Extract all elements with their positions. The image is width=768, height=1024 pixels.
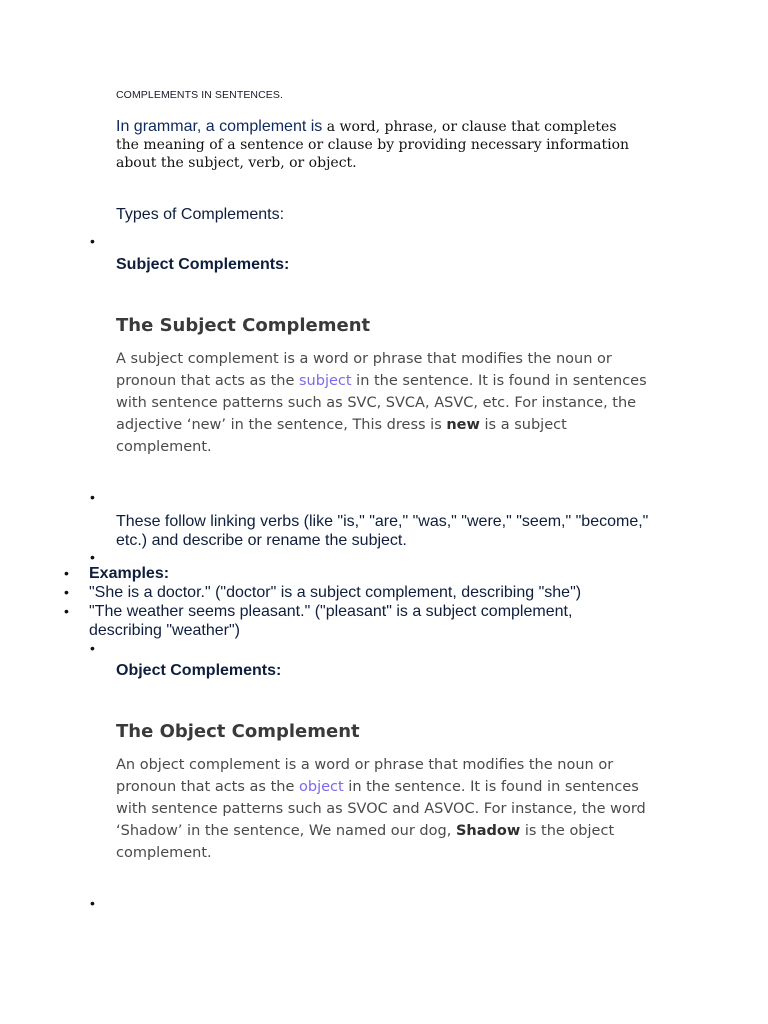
subject-section-heading: The Subject Complement	[116, 315, 371, 336]
subject-p2: in the sentence. It is found in sentences with sentence patterns such as SVC, SVCA, ASVC, etc. For instance, the adjective ‘new’ in the sentence, This dress is	[116, 373, 647, 433]
example-2: "The weather seems pleasant." ("pleasant" is a subject complement, describing "weather")	[89, 603, 573, 639]
subject-link[interactable]: subject	[299, 373, 352, 389]
subject-p3: is a subject complement.	[116, 417, 567, 455]
subject-p1: A subject complement is a word or phrase that modifies the noun or pronoun that acts as the	[116, 351, 612, 389]
object-p1: An object complement is a word or phrase that modifies the noun or pronoun that acts as the	[116, 757, 614, 795]
examples-label: Examples:	[89, 565, 170, 582]
list-bullet: •	[64, 584, 69, 600]
list-bullet: •	[64, 565, 69, 581]
object-complements-label: Object Complements:	[116, 662, 282, 679]
bullet-4: •	[90, 640, 95, 656]
object-section-heading: The Object Complement	[116, 721, 360, 742]
object-p3: is the object complement.	[116, 823, 615, 861]
object-bold-word: Shadow	[455, 823, 521, 839]
intro-paragraph	[116, 118, 636, 172]
bullet-5: •	[90, 895, 95, 911]
types-heading: Types of Complements:	[116, 206, 285, 223]
bullet-1: •	[90, 233, 95, 249]
intro-lead: In grammar, a complement is	[116, 118, 327, 135]
subject-bold-word: new	[446, 417, 480, 433]
subject-section-paragraph	[116, 348, 661, 458]
subject-complements-label: Subject Complements:	[116, 256, 290, 273]
object-p2: in the sentence. It is found in sentences with sentence patterns such as SVOC and ASVOC. For instance, the word ‘Shadow’ in the sentence, We named our dog,	[116, 779, 646, 839]
object-link[interactable]: object	[299, 779, 344, 795]
list-bullet: •	[64, 603, 69, 619]
bullet-2: •	[90, 489, 95, 505]
example-1: "She is a doctor." ("doctor" is a subject complement, describing "she")	[89, 584, 582, 601]
document-title: COMPLEMENTS IN SENTENCES.	[116, 89, 284, 101]
linking-verbs-text: These follow linking verbs (like "is," "are," "was," "were," "seem," "become," etc.) and describe or rename the subject.	[116, 513, 649, 549]
bullet-3: •	[90, 549, 95, 565]
object-section-paragraph	[116, 754, 661, 864]
intro-rest: a word, phrase, or clause that completes the meaning of a sentence or clause by providing necessary information about the subject, verb, or object.	[116, 119, 630, 171]
